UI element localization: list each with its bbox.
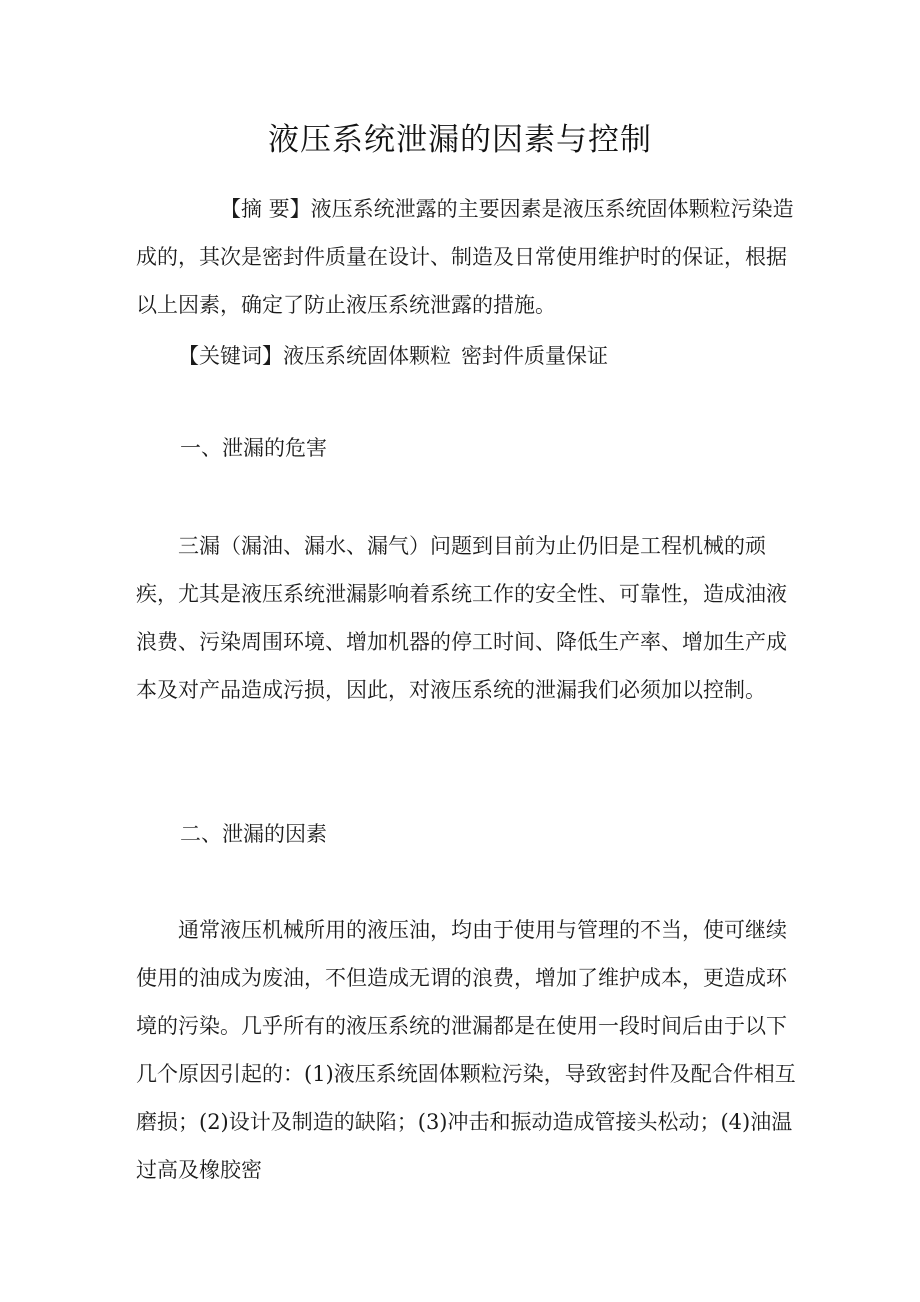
keywords-label: 【关键词】 — [178, 344, 283, 368]
keywords-line — [178, 332, 798, 380]
section-heading-harm: 一、泄漏的危害 — [180, 436, 327, 460]
section-paragraph-harm: 三漏（漏油、漏水、漏气）问题到目前为止仍旧是工程机械的顽疾，尤其是液压系统泄漏影响着系统工作的安全性、可靠性，造成油液浪费、污染周围环境、增加机器的停工时间、降低生产率、增加生产成本及对产品造成污损，因此，对液压系统的泄漏我们必须加以控制。 — [136, 534, 787, 702]
abstract-paragraph: 【摘 要】液压系统泄露的主要因素是液压系统固体颗粒污染造成的，其次是密封件质量在设计、制造及日常使用维护时的保证，根据以上因素，确定了防止液压系统泄露的措施。 — [136, 197, 794, 317]
keyword-item: 密封件质量保证 — [461, 344, 608, 368]
section-heading-factors: 二、泄漏的因素 — [180, 822, 327, 846]
keyword-item: 液压系统固体颗粒 — [283, 344, 451, 368]
section-paragraph-factors: 通常液压机械所用的液压油，均由于使用与管理的不当，使可继续使用的油成为废油，不但造成无谓的浪费，增加了维护成本，更造成环境的污染。几乎所有的液压系统的泄漏都是在使用一段时间后由于以下几个原因引起的：(1)液压系统固体颗粒污染，导致密封件及配合件相互磨损；(2)设计及制造的缺陷；(3)冲击和振动造成管接头松动；(4)油温过高及橡胶密 — [136, 918, 796, 1182]
document-title: 液压系统泄漏的因素与控制 — [268, 122, 652, 158]
